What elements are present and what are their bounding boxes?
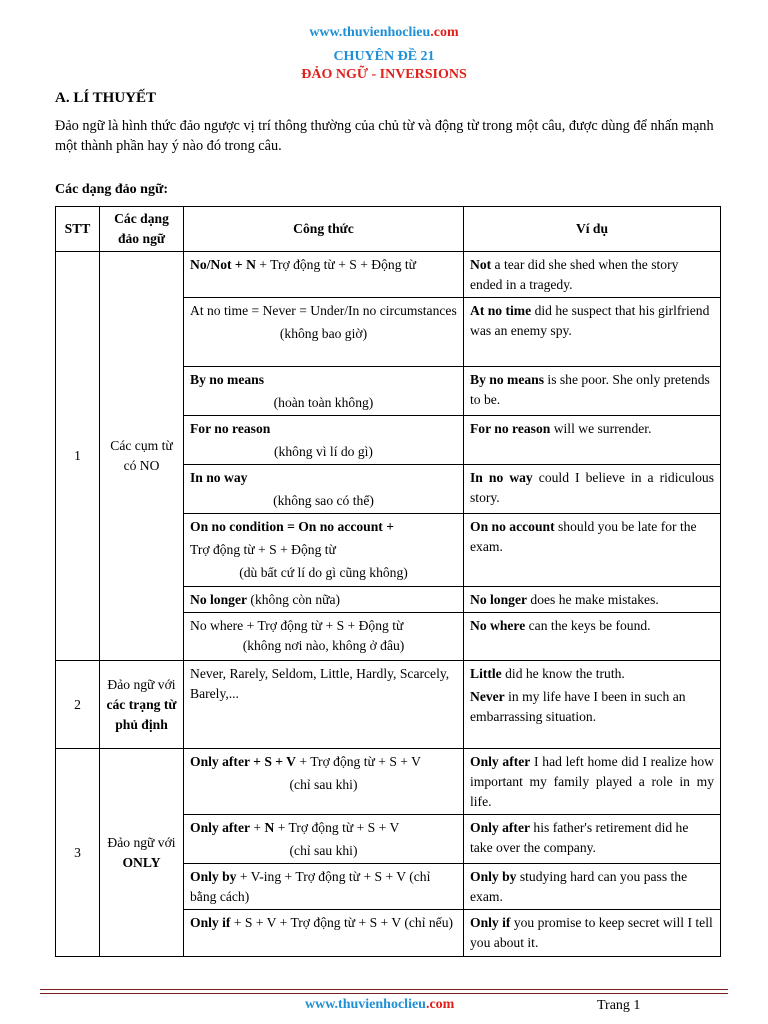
example-cell: Not a tear did she shed when the story ended in a tragedy. [464,252,721,298]
example-cell: Only by studying hard can you pass the exam. [464,864,721,910]
formula-cell: Never, Rarely, Seldom, Little, Hardly, Scarcely, Barely,... [184,661,464,749]
example-cell: By no means is she poor. She only pretends to be. [464,367,721,416]
stt-cell: 2 [56,661,100,749]
formula-cell: Only after + S + V + Trợ động từ + S + V (chỉ sau khi) [184,749,464,815]
inversion-table [55,206,721,957]
formula-cell: No/Not + N + Trợ động từ + S + Động từ [184,252,464,298]
intro-paragraph: Đảo ngữ là hình thức đảo ngược vị trí thông thường của chủ từ và động từ trong một câu, được dùng để nhấn mạnh một thành phần hay ý nào đó trong câu. [55,118,714,154]
document-title: ĐẢO NGỮ - INVERSIONS [301,67,467,82]
formula-cell: By no means (hoàn toàn không) [184,367,464,416]
formula-cell: Only if + S + V + Trợ động từ + S + V (chỉ nếu) [184,910,464,957]
footer-divider [40,989,728,994]
example-cell: In no way could I believe in a ridiculous story. [464,465,721,514]
formula-cell: No longer (không còn nữa) [184,587,464,613]
stt-cell: 3 [56,749,100,957]
category-cell: Các cụm từ có NO [100,252,184,661]
example-cell: On no account should you be late for the exam. [464,514,721,587]
example-cell: Little did he know the truth. Never in my life have I been in such an embarrassing situation. [464,661,721,749]
category-cell: Đảo ngữ với ONLY [100,749,184,957]
forms-heading: Các dạng đảo ngữ: [55,182,169,197]
category-cell: Đảo ngữ với các trạng từ phủ định [100,661,184,749]
formula-cell: At no time = Never = Under/In no circumstances (không bao giờ) [184,298,464,367]
example-cell: Only after his father's retirement did he take over the company. [464,815,721,864]
header-url-suffix: .com [430,25,459,40]
formula-cell: Only by + V-ing + Trợ động từ + S + V (chỉ bằng cách) [184,864,464,910]
header-formula: Công thức [184,207,464,252]
header-example: Ví dụ [464,207,721,252]
formula-cell: For no reason (không vì lí do gì) [184,416,464,465]
footer-url[interactable] [305,997,454,1013]
header-type: Các dạng đảo ngữ [100,207,184,252]
header-url-prefix: www.thuvienhoclieu [309,25,431,40]
header-stt: STT [56,207,100,252]
table-header-row [56,207,721,252]
stt-cell: 1 [56,252,100,661]
table-row [56,749,721,815]
footer-url-suffix: .com [425,997,455,1012]
topic-title: CHUYÊN ĐỀ 21 [333,49,435,64]
example-cell: Only after I had left home did I realize how important my family played a role in my life. [464,749,721,815]
page-number: Trang 1 [597,998,641,1013]
example-cell: At no time did he suspect that his girlfriend was an enemy spy. [464,298,721,367]
header-url [0,25,768,41]
example-cell: For no reason will we surrender. [464,416,721,465]
section-heading: A. LÍ THUYẾT [55,90,157,106]
formula-cell: Only after + N + Trợ động từ + S + V (chỉ sau khi) [184,815,464,864]
example-cell: Only if you promise to keep secret will I tell you about it. [464,910,721,957]
example-cell: No where can the keys be found. [464,613,721,661]
table-row [56,252,721,298]
formula-cell: In no way (không sao có thể) [184,465,464,514]
formula-cell: On no condition = On no account + Trợ động từ + S + Động từ (dù bất cứ lí do gì cũng không) [184,514,464,587]
footer-url-prefix: www.thuvienhoclieu [305,997,426,1012]
table-row [56,661,721,749]
formula-cell: No where + Trợ động từ + S + Động từ (không nơi nào, không ở đâu) [184,613,464,661]
example-cell: No longer does he make mistakes. [464,587,721,613]
